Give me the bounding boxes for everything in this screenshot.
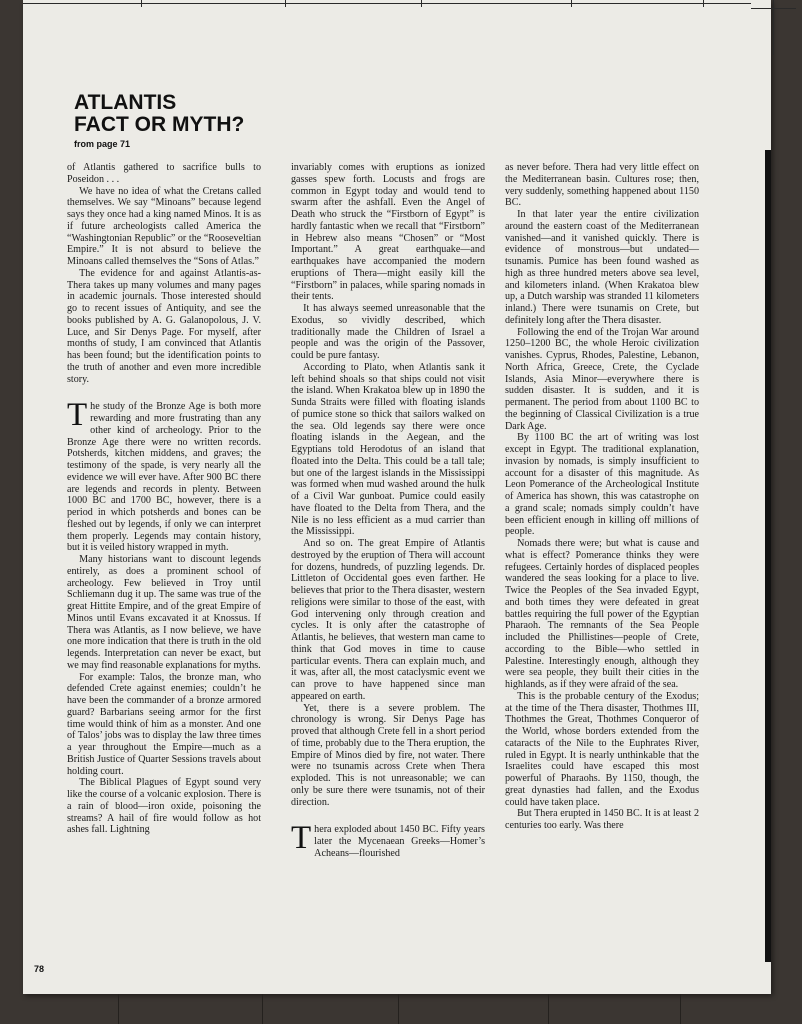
paragraph-text: It has always seemed unreasonable that the Exodus, so vividly described, which traditionally made the Children of Israel a people and was the origin of the Passover, could be pure fantasy. — [291, 303, 485, 361]
paragraph-text: In that later year the entire civilization around the eastern coast of the Mediterranean vanished—and it vanished quickly. There is evidence of monstrous—but undated—tsunamis. Pumice has been found washed as high as three hundred meters above sea level, and kilometers inland. (When Krakatoa blew up, a Dutch warship was stranded 11 kilometers inland.) There were tsunamis on Crete, but definitely long after the Thera disaster. — [505, 209, 699, 326]
paragraph — [291, 538, 485, 703]
title-line-2: FACT OR MYTH? — [74, 113, 245, 136]
bottom-crop-tick — [398, 994, 399, 1024]
paragraph — [291, 303, 485, 362]
page-number: 78 — [34, 964, 45, 974]
paragraph-text: By 1100 BC the art of writing was lost except in Egypt. The traditional explanation, invasion by nomads, is simply insufficient to account for a disaster of this magnitude. As Leon Pomerance of the Archeological Institute of America has shown, this was catastrophe on a grand scale; nomads simply couldn’t have been efficient enough in killing off millions of people. — [505, 432, 699, 538]
paragraph — [505, 691, 699, 809]
bottom-crop-tick — [548, 994, 549, 1024]
paragraph-text: as never before. Thera had very little effect on the Mediterranean basin. Cultures rose; then, very suddenly, something happened about 1150 BC. — [505, 162, 699, 209]
title-line-1: ATLANTIS — [74, 91, 177, 114]
paragraph — [67, 777, 261, 836]
paragraph-text: This is the probable century of the Exodus; at the time of the Thera disaster, Thothmes III, Thothmes the Great, Thothmes Conqueror of the World, whose borders extended from the cataracts of the Nile to the Euphrates River, ruled in Egypt. It is nearly unthinkable that the Israelites could have escaped this most powerful of Pharaohs. By 1150, though, the great dynasties had fallen, and the Exodus could have taken place. — [505, 690, 699, 808]
bottom-crop-tick — [680, 994, 681, 1024]
crop-mark-horizontal — [751, 8, 796, 9]
text-column-1 — [67, 162, 261, 836]
paragraph-text: But Thera erupted in 1450 BC. It is at least 2 centuries too early. Was there — [505, 808, 699, 831]
trim-tick — [571, 0, 572, 7]
text-column-3 — [505, 162, 699, 832]
bottom-crop-tick — [262, 994, 263, 1024]
paragraph — [505, 327, 699, 433]
paragraph-text: Following the end of the Trojan War around 1250–1200 BC, the whole Heroic civilization vanishes. Cyprus, Rhodes, Palestine, Lebanon, North Africa, Greece, Crete, the Cyclade Islands, Asia Minor—everywhere there is sudden disaster. It is sudden, and it is permanent. The period from about 1100 BC to the beginning of Classical Civilization is a true Dark Age. — [505, 326, 699, 432]
trim-tick — [421, 0, 422, 7]
drop-cap: T — [67, 397, 88, 434]
page-edge-bar — [765, 150, 771, 962]
paragraph — [67, 268, 261, 386]
paragraph — [291, 162, 485, 303]
drop-cap: T — [291, 820, 312, 857]
paragraph-text: Nomads there were; but what is cause and what is effect? Pomerance thinks they were refugees. Certainly hordes of displaced peoples wandered the seas looking for a place to live. Twice the Peoples of the Sea invaded Egypt, and both times they were defeated in great battles requiring the full power of the Egyptian Pharaoh. The remnants of the Sea People included the Phillistines—people of Crete, according to the Bible—who settled in Palestine. Interestingly enough, although they were sea people, they built their cities in the highlands, as if they were afraid of the sea. — [505, 538, 699, 690]
article-header — [74, 92, 374, 149]
paragraph — [505, 808, 699, 832]
paragraph — [67, 672, 261, 778]
paragraph — [505, 538, 699, 691]
paragraph — [67, 397, 261, 554]
trim-tick — [141, 0, 142, 7]
paragraph-text: The evidence for and against Atlantis-as-Thera takes up many volumes and many pages in academic journals. Those interested should go to recent issues of Antiquity, and see the books published by A. G. Galanopolous, J. V. Luce, and Sir Denys Page. For myself, after months of study, I am convinced that Atlantis has been found; but the identification points to the truth of another and even more incredible story. — [67, 267, 261, 385]
paragraph-text: hera exploded about 1450 BC. Fifty years later the Mycenaean Greeks—Homer’s Acheans—flourished — [314, 824, 485, 859]
paragraph-text: of Atlantis gathered to sacrifice bulls to Poseidon . . . — [67, 162, 261, 185]
article-title — [74, 92, 374, 136]
trim-tick — [285, 0, 286, 7]
bottom-crop-tick — [118, 994, 119, 1024]
paragraph-text: According to Plato, when Atlantis sank it left behind shoals so that ships could not visit the island. When Krakatoa blew up in 1890 the Sunda Straits were filled with floating islands of pumice stone so thick that sailors walked on the sea. Old legends say there were once floating islands in the Aegean, and the Egyptians told Herodotus of an island that floated into the Delta. This could be a tall tale; but one of the largest islands in the Mississippi was formed when mud washed around the hulk of a Civil War gunboat. Pumice could easily have floated to the Delta from Thera, and the Nile is no less efficient as a mud carrier than the Mississippi. — [291, 361, 485, 538]
trim-tick — [703, 0, 704, 7]
paragraph — [291, 703, 485, 809]
paragraph-text: The Biblical Plagues of Egypt sound very like the course of a volcanic explosion. There is a rain of blood—iron oxide, poisoning the streams? A hail of fire would follow as hot ashes fall. Lightning — [67, 777, 261, 836]
paragraph-text: he study of the Bronze Age is both more rewarding and more frustrating than any other kind of archeology. Prior to the Bronze Age there were no written records. Potsherds, kitchen middens, and graves; the testimony of the spade, is very nearly all the evidence we will ever have. After 900 BC there are legends and records in plenty. Between 1000 BC and 1700 BC, however, there is a period in which potsherds and bones can be fleshed out by legends, if only we can interpret them properly. Legends may contain history, but it is veiled history wrapped in myth. — [67, 401, 261, 554]
paragraph — [291, 362, 485, 538]
paragraph — [67, 162, 261, 186]
paragraph — [67, 554, 261, 672]
paragraph-text: For example: Talos, the bronze man, who defended Crete against enemies; couldn’t he have been the commander of a bronze armored guard? Barbarians seeing armor for the first time would think of him as a monster. And one of Talos’ jobs was to display the law three times a year throughout the Empire—much as a British Justice of Quarter Sessions travels about holding court. — [67, 671, 261, 777]
paragraph-text: And so on. The great Empire of Atlantis destroyed by the eruption of Thera will account for dozens, hundreds, of puzzling legends. Dr. Littleton of Occidental goes even farther. He believes that prior to the Thera disaster, western religions were similar to those of the east, with God intervening only through creation and cycles. It is only after the catastrophe of Atlantis, he believes, that western man came to think that God moves in time to cause particular events. Thera can explain much, and it was, after all, the most cataclysmic event we can prove to have happened since man appeared on earth. — [291, 538, 485, 702]
paragraph — [67, 186, 261, 268]
text-column-2 — [291, 162, 485, 860]
paragraph-text: We have no idea of what the Cretans called themselves. We say “Minoans” because legend says they once had a king named Minos. It is as if future archeologists called America the “Washingtonian Republic” or the “Rooseveltian Empire.” It is not absurd to believe the Minoans called themselves the “Sons of Atlas.” — [67, 185, 261, 267]
paragraph — [291, 820, 485, 859]
continued-from-label: from page 71 — [74, 139, 131, 149]
paragraph — [505, 209, 699, 327]
paragraph-text: Many historians want to discount legends entirely, as does a prominent school of archeology. Few believed in Troy until Schliemann dug it up. The same was true of the great Hittite Empire, and of the great Empire of Minos until Evans excavated it at Knossus. If Thera was Atlantis, as I now believe, we have one more indication that there is truth in the old legends. Interpretation can never be exact, but we may find reasonable explanations for myths. — [67, 554, 261, 671]
paragraph-text: invariably comes with eruptions as ionized gasses spew forth. Locusts and frogs are common in Egypt today and would tend to swarm after the ashfall. Even the Angel of Death who struck the “Firstborn of Egypt” is hardly fantastic when we recall that “Firstborn” in Hebrew also means “Chosen” or “Most Important.” A great earthquake—and earthquakes have accompanied the modern eruptions of Thera—might easily kill the “Firstborn” in palaces, while sparing nomads in their tents. — [291, 162, 485, 303]
paragraph — [505, 432, 699, 538]
top-trim-line — [23, 3, 751, 4]
paragraph-text: Yet, there is a severe problem. The chronology is wrong. Sir Denys Page has proved that although Crete fell in a short period of time, probably due to the Thera eruption, the Empire of Minos died by fire, not water. There were no tsunamis across Crete when Thera exploded. This is not unreasonable; we can only be sure there were tsunamis, not of their direction. — [291, 702, 485, 808]
paragraph — [505, 162, 699, 209]
